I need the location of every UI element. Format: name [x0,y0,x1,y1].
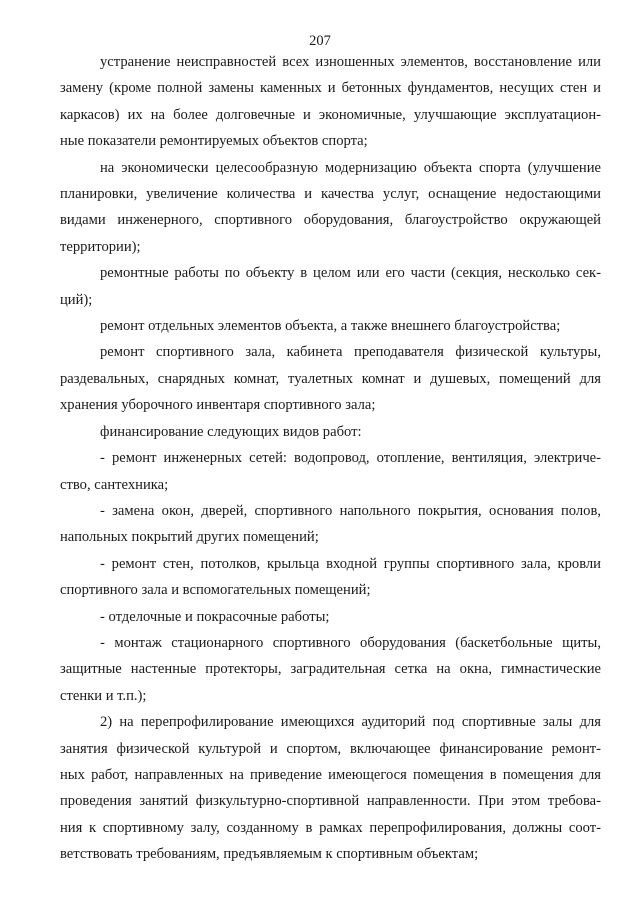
text-line: - ремонт стен, потолков, крыльца входной группы спортивного зала, кровли [100,555,601,572]
text-line: - замена окон, дверей, спортивного напольного покрытия, основания полов, [100,502,601,519]
text-line: ремонтные работы по объекту в целом или его части (секция, несколько сек- [100,265,601,282]
paragraph [60,604,601,630]
paragraph [60,419,601,445]
text-line: ремонт отдельных элементов объекта, а также внешнего благоустройства; [100,318,561,335]
text-line: ные показатели ремонтируемых объектов спорта; [60,133,368,150]
text-line: 2) на перепрофилирование имеющихся аудиторий под спортивные залы для [100,714,601,731]
paragraph [60,260,601,313]
paragraph [60,630,601,709]
text-line: ремонт спортивного зала, кабинета преподавателя физической культуры, [100,344,601,361]
text-line: хранения уборочного инвентаря спортивного зала; [60,397,376,414]
text-line: каркасов) их на более долговечные и экономичные, улучшающие эксплуатацион- [60,106,601,123]
paragraph [60,49,601,155]
body-text [60,49,601,868]
paragraph [60,339,601,418]
text-line: - ремонт инженерных сетей: водопровод, отопление, вентиляция, электриче- [100,450,601,467]
text-line: ций); [60,291,93,308]
page-number: 207 [309,33,331,49]
text-line: устранение неисправностей всех изношенных элементов, восстановление или [100,54,601,70]
paragraph [60,551,601,604]
text-line: ветствовать требованиям, предъявляемым к спортивным объектам; [60,846,479,863]
text-line: планировки, увеличение количества и качества услуг, оснащение недостающими [60,186,601,203]
text-line: напольных покрытий других помещений; [60,529,319,546]
text-line: видами инженерного, спортивного оборудования, благоустройство окружающей [60,212,601,229]
paragraph [60,498,601,551]
text-line: спортивного зала и вспомогательных помещений; [60,582,371,599]
text-line: занятия физической культурой и спортом, включающее финансирование ремонт- [60,740,601,757]
text-line: ство, сантехника; [60,476,169,493]
text-line: стенки и т.п.); [60,687,147,704]
paragraph [60,313,601,339]
text-line: - отделочные и покрасочные работы; [100,608,330,625]
text-line: защитные настенные протекторы, заградительная сетка на окна, гимнастические [60,661,601,678]
text-line: на экономически целесообразную модернизацию объекта спорта (улучшение [100,159,601,176]
text-line: - монтаж стационарного спортивного оборудования (баскетбольные щиты, [100,634,601,651]
text-line: территории); [60,238,141,255]
text-line: финансирование следующих видов работ: [100,423,362,440]
text-line: ных работ, направленных на приведение имеющегося помещения в помещения для [60,766,601,783]
text-line: раздевальных, снарядных комнат, туалетных комнат и душевых, помещений для [60,370,601,387]
text-line: замену (кроме полной замены каменных и бетонных фундаментов, несущих стен и [60,80,601,97]
paragraph [60,155,601,261]
paragraph [60,709,601,867]
text-line: проведения занятий физкультурно-спортивной направленности. При этом требова- [60,793,601,810]
text-line: ния к спортивному залу, созданному в рамках перепрофилирования, должны соот- [60,819,601,836]
paragraph [60,445,601,498]
